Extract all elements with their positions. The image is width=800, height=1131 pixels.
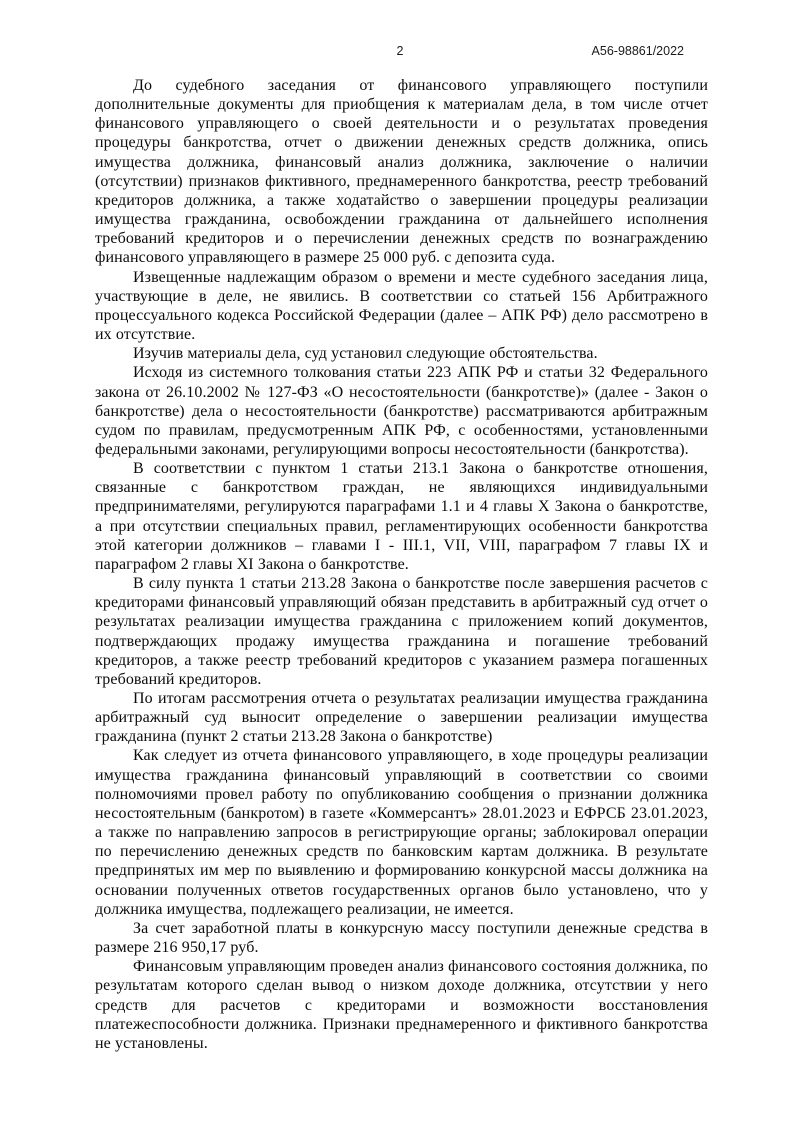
paragraph: Изучив материалы дела, суд установил следующие обстоятельства. [133, 345, 598, 363]
paragraph: До судебного заседания от финансового управляющего поступили дополнительные документы для приобщения к материалам дела, в том числе отчет финансового управляющего о своей деятельности и о результатах проведения процедуры банкротства, отчет о движении денежных средств должника, опись имущества должника, финансовый анализ должника, заключение о наличии (отсутствии) признаков фиктивного, преднамеренного банкротства, реестр требований кредиторов должника, а также ходатайство о завершении процедуры реализации имущества гражданина, освобождении гражданина от дальнейшего исполнения требований кредиторов и о перечислении денежных средств по вознаграждению финансового управляющего в размере 25 000 руб. с депозита суда. [95, 77, 708, 267]
page-number: 2 [396, 44, 404, 58]
paragraph: По итогам рассмотрения отчета о результатах реализации имущества гражданина арбитражный суд выносит определение о завершении реализации имущества гражданина (пункт 2 статьи 213.28 Закона о банкротстве) [95, 690, 708, 746]
paragraph: В соответствии с пунктом 1 статьи 213.1 Закона о банкротстве отношения, связанные с банкротством граждан, не являющихся индивидуальными предпринимателями, регулируются параграфами 1.1 и 4 главы X Закона о банкротстве, а при отсутствии специальных правил, регламентирующих особенности банкротства этой категории должников – главами I - III.1, VII, VIII, параграфом 7 главы IX и параграфом 2 главы XI Закона о банкротстве. [95, 460, 708, 573]
paragraph: Извещенные надлежащим образом о времени и месте судебного заседания лица, участвующие в деле, не явились. В соответствии со статьей 156 Арбитражного процессуального кодекса Российской Федерации (далее – АПК РФ) дело рассмотрено в их отсутствие. [95, 268, 708, 344]
paragraph: Как следует из отчета финансового управляющего, в ходе процедуры реализации имущества гражданина финансовый управляющий в соответствии со своими полномочиями провел работу по опубликованию сообщения о признании должника несостоятельным (банкротом) в газете «Коммерсантъ» 28.01.2023 и ЕФРСБ 23.01.2023, а также по направлению запросов в регистрирующие органы; заблокировал операции по перечислению денежных средств по банковским картам должника. В результате предпринятых им мер по выявлению и формированию конкурсной массы должника на основании полученных ответов государственных органов было установлено, что у должника имущества, подлежащего реализации, не имеется. [95, 747, 708, 918]
document-body [95, 76, 708, 1053]
paragraph: В силу пункта 1 статьи 213.28 Закона о банкротстве после завершения расчетов с кредиторами финансовый управляющий обязан представить в арбитражный суд отчет о результатах реализации имущества гражданина с приложением копий документов, подтверждающих продажу имущества гражданина и погашение требований кредиторов, а также реестр требований кредиторов с указанием размера погашенных требований кредиторов. [95, 575, 708, 688]
paragraph: Исходя из системного толкования статьи 223 АПК РФ и статьи 32 Федерального закона от 26.10.2002 № 127-ФЗ «О несостоятельности (банкротстве)» (далее - Закон о банкротстве) дела о несостоятельности (банкротстве) рассматриваются арбитражным судом по правилам, предусмотренным АПК РФ, с особенностями, установленными федеральными законами, регулирующими вопросы несостоятельности (банкротства). [95, 364, 708, 458]
paragraph: За счет заработной платы в конкурсную массу поступили денежные средства в размере 216 950,17 руб. [95, 919, 708, 957]
case-number: А56-98861/2022 [591, 44, 684, 58]
page-header [0, 44, 800, 60]
paragraph: Финансовым управляющим проведен анализ финансового состояния должника, по результатам которого сделан вывод о низком доходе должника, отсутствии у него средств для расчетов с кредиторами и возможности восстановления платежеспособности должника. Признаки преднамеренного и фиктивного банкротства не установлены. [95, 958, 708, 1052]
